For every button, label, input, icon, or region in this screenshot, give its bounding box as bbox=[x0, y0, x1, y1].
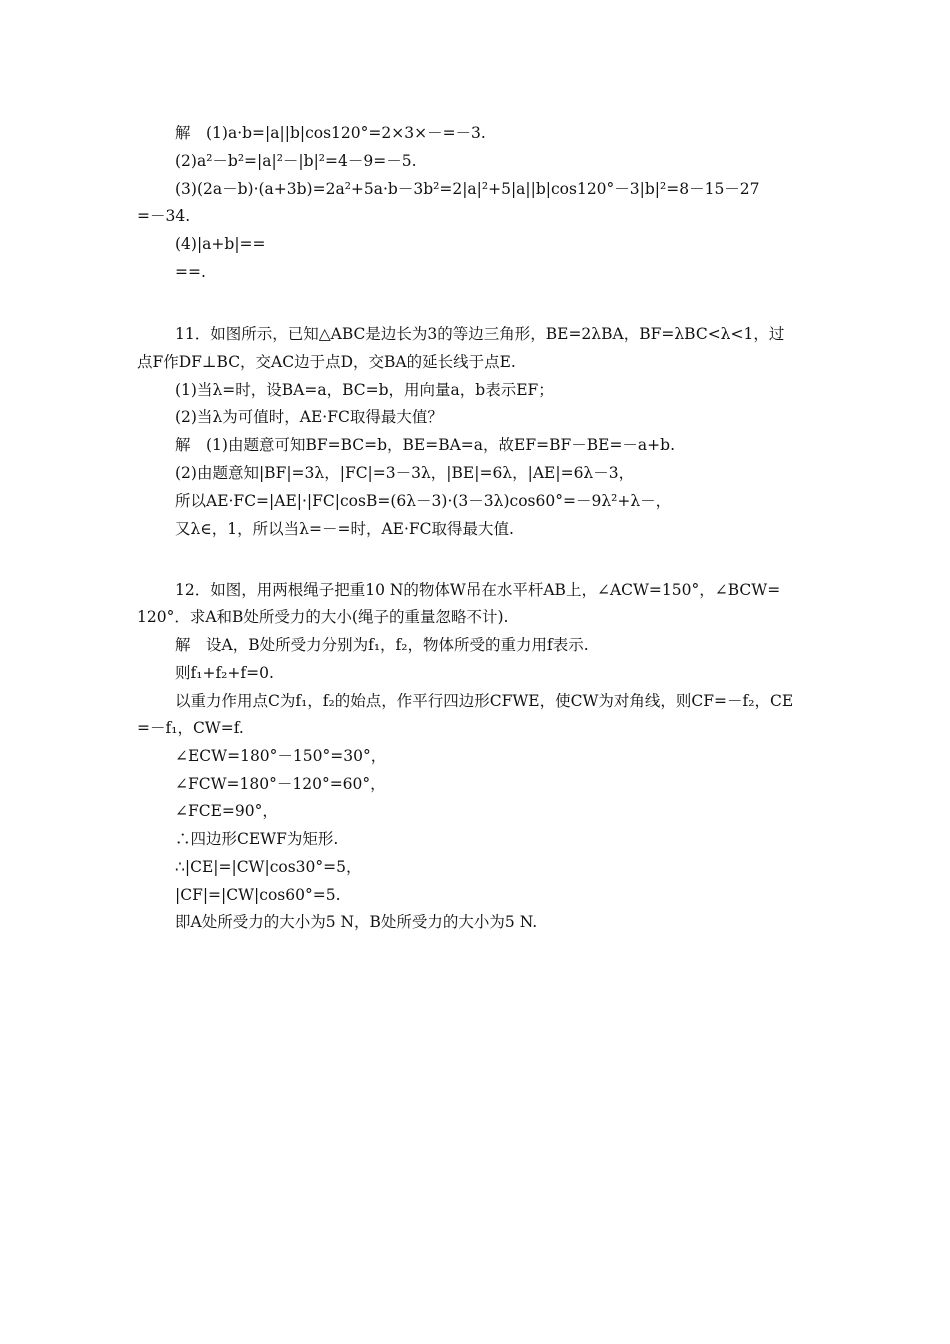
text-line: (3)(2a－b)·(a+3b)=2a²+5a·b－3b²=2|a|²+5|a||b|cos120°－3|b|²=8－15－27 bbox=[175, 180, 760, 198]
text-line: (4)|a+b|== bbox=[175, 235, 266, 253]
text-line: 又λ∈，1，所以当λ=－=时，AE·FC取得最大值. bbox=[175, 520, 514, 538]
text-line: 以重力作用点C为f₁，f₂的始点，作平行四边形CFWE，使CW为对角线，则CF=－f₂，CE bbox=[175, 692, 794, 710]
text-line: 解 (1)a·b=|a||b|cos120°=2×3×－=－3. bbox=[175, 124, 486, 142]
text-line: 则f₁+f₂+f=0. bbox=[175, 664, 274, 682]
text-line: (2)a²－b²=|a|²－|b|²=4－9=－5. bbox=[175, 152, 417, 170]
text-line: (2)由题意知|BF|=3λ，|FC|=3－3λ，|BE|=6λ，|AE|=6λ－3， bbox=[175, 464, 635, 482]
text-line: ∠FCW=180°－120°=60°， bbox=[175, 775, 386, 793]
text-line: 12．如图，用两根绳子把重10 N的物体W吊在水平杆AB上，∠ACW=150°，∠BCW= bbox=[175, 581, 781, 599]
text-line: ∴四边形CEWF为矩形. bbox=[175, 830, 339, 848]
text-line: ∠ECW=180°－150°=30°， bbox=[175, 747, 387, 765]
text-line: =－34. bbox=[137, 207, 191, 225]
text-line: ∴|CE|=|CW|cos30°=5， bbox=[175, 858, 362, 876]
text-line: 解 (1)由题意可知BF=BC=b，BE=BA=a，故EF=BF－BE=－a+b. bbox=[175, 436, 676, 454]
text-line: (1)当λ=时，设BA=a，BC=b，用向量a，b表示EF； bbox=[175, 381, 554, 399]
text-line: |CF|=|CW|cos60°=5. bbox=[175, 886, 341, 904]
text-line: ==. bbox=[175, 263, 206, 281]
text-line: (2)当λ为可值时，AE·FC取得最大值？ bbox=[175, 408, 443, 426]
text-line: 解 设A，B处所受力分别为f₁，f₂，物体所受的重力用f表示. bbox=[175, 636, 589, 654]
text-line: 11．如图所示，已知△ABC是边长为3的等边三角形，BE=2λBA，BF=λBC<λ<1，过 bbox=[175, 325, 785, 343]
text-line: 点F作DF⊥BC，交AC边于点D，交BA的延长线于点E. bbox=[137, 353, 516, 371]
text-line: =－f₁，CW=f. bbox=[137, 719, 244, 737]
text-line: ∠FCE=90°， bbox=[175, 802, 278, 820]
text-line: 120°．求A和B处所受力的大小(绳子的重量忽略不计). bbox=[137, 608, 509, 626]
text-line: 所以AE·FC=|AE|·|FC|cosB=(6λ－3)·(3－3λ)cos60°=－9λ²+λ－， bbox=[175, 492, 672, 510]
text-line: 即A处所受力的大小为5 N，B处所受力的大小为5 N. bbox=[175, 913, 538, 931]
